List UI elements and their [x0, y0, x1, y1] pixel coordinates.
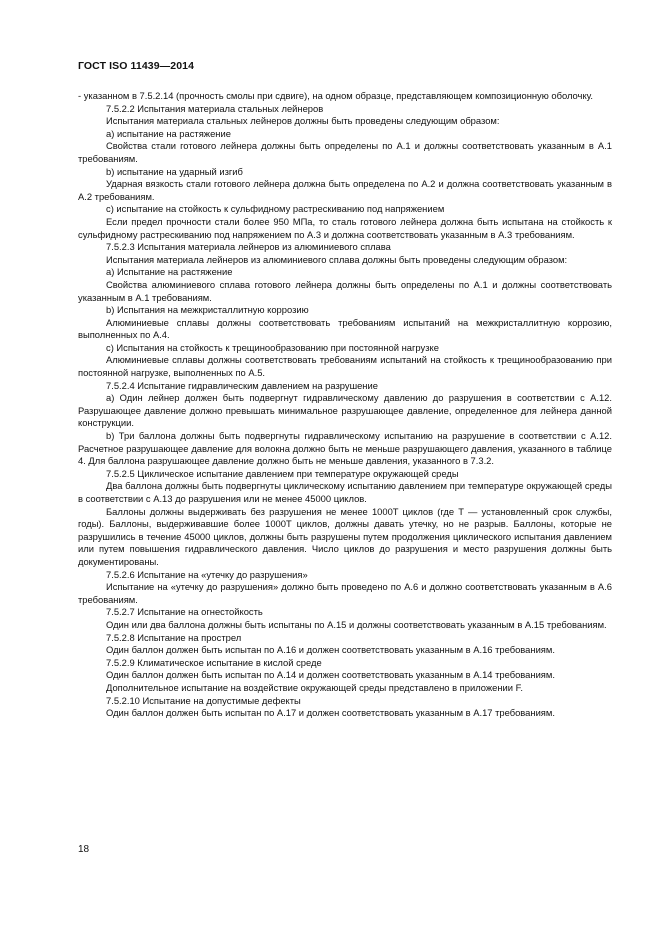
- section-heading: 7.5.2.10 Испытание на допустимые дефекты: [106, 694, 301, 706]
- paragraph: Алюминиевые сплавы должны соответствовать требованиям испытаний на межкристаллитную коррозию, выполненных по А.4.: [78, 316, 612, 341]
- page-number: 18: [78, 844, 90, 855]
- paragraph: a) Один лейнер должен быть подвергнут гидравлическому давлению до разрушения в соответствии с А.12. Разрушающее давление должно превышать минимальное разрушающее давление, определенное для лейнера данной конструкции.: [78, 392, 612, 429]
- paragraph: Испытания материала стальных лейнеров должны быть проведены следующим образом:: [106, 115, 500, 127]
- list-item-heading: c) испытание на стойкость к сульфидному растрескиванию под напряжением: [106, 203, 445, 215]
- paragraph: Испытание на «утечку до разрушения» должно быть проведено по А.6 и должно соответствовать указанным в А.6 требованиям.: [78, 581, 612, 605]
- paragraph: b) Три баллона должны быть подвергнуты гидравлическому испытанию на разрушение в соответствии с А.12. Расчетное разрушающее давление для волокна должно быть не меньше разрушающего давления, указанного в таблице 4. Для баллона разрушающее давление должно быть не меньше давления, указанного в 7.3.2.: [78, 430, 612, 467]
- section-heading: 7.5.2.4 Испытание гидравлическим давлением на разрушение: [106, 379, 378, 391]
- paragraph: Два баллона должны быть подвергнуты циклическому испытанию давлением при температуре окружающей среды в соответствии с А.13 до разрушения или не менее 45000 циклов.: [78, 480, 612, 504]
- paragraph: Один баллон должен быть испытан по А.16 и должен соответствовать указанным в А.16 требованиям.: [106, 644, 555, 656]
- section-heading: 7.5.2.5 Циклическое испытание давлением при температуре окружающей среды: [106, 467, 459, 479]
- list-item-heading: b) Испытания на межкристаллитную коррозию: [106, 304, 309, 316]
- paragraph: Ударная вязкость стали готового лейнера должна быть определена по А.2 и должна соответствовать указанным в А.2 требованиям.: [78, 178, 612, 202]
- paragraph: Дополнительное испытание на воздействие окружающей среды представлено в приложении F.: [106, 681, 523, 693]
- paragraph: Испытания материала лейнеров из алюминиевого сплава должны быть проведены следующим образом:: [106, 253, 568, 265]
- paragraph: Свойства алюминиевого сплава готового лейнера должны быть определены по А.1 и должны соответствовать указанным в А.1 требованиям.: [78, 278, 612, 303]
- paragraph: Баллоны должны выдерживать без разрушения не менее 1000T циклов (где T — установленный срок службы, годы). Баллоны, выдерживавшие более 1000T циклов, должны давать утечку, но не разрыв. Баллоны, которые не разрушились в течение 45000 циклов, должны быть разрушены путем продолжения циклического испытания давлением или путем повышения гидравлического давления. Число циклов до разрушения и место разрушения должны быть документированы.: [78, 505, 612, 567]
- section-heading: 7.5.2.3 Испытания материала лейнеров из алюминиевого сплава: [106, 241, 391, 253]
- list-item-heading: c) Испытания на стойкость к трещинообразованию при постоянной нагрузке: [106, 341, 439, 353]
- document-body: [78, 90, 612, 720]
- section-heading: 7.5.2.7 Испытание на огнестойкость: [106, 606, 263, 618]
- section-heading: 7.5.2.2 Испытания материала стальных лейнеров: [106, 102, 324, 114]
- paragraph: Если предел прочности стали более 950 МПа, то сталь готового лейнера должна быть испытана на стойкость к сульфидному растрескиванию под напряжением по А.3 и должна соответствовать указанным в А.3 требованиям.: [78, 215, 612, 240]
- paragraph: - указанном в 7.5.2.14 (прочность смолы при сдвиге), на одном образце, представляющем композиционную оболочку.: [78, 90, 594, 101]
- paragraph: Один баллон должен быть испытан по А.17 и должен соответствовать указанным в А.17 требованиям.: [106, 707, 555, 719]
- paragraph: Алюминиевые сплавы должны соответствовать требованиям испытаний на стойкость к трещинообразованию при постоянной нагрузке, выполненных по А.5.: [78, 354, 612, 379]
- section-heading: 7.5.2.6 Испытание на «утечку до разрушения»: [106, 568, 308, 580]
- section-heading: 7.5.2.8 Испытание на прострел: [106, 631, 242, 643]
- list-item-heading: a) Испытание на растяжение: [106, 266, 233, 278]
- document-header: ГОСТ ISO 11439—2014: [78, 60, 195, 72]
- paragraph: Один или два баллона должны быть испытаны по А.15 и должны соответствовать указанным в А.15 требованиям.: [106, 618, 607, 630]
- list-item-heading: b) испытание на ударный изгиб: [106, 165, 243, 177]
- list-item-heading: a) испытание на растяжение: [106, 127, 231, 139]
- paragraph: Свойства стали готового лейнера должны быть определены по А.1 и должны соответствовать указанным в А.1 требованиям.: [78, 140, 612, 164]
- paragraph: Один баллон должен быть испытан по А.14 и должен соответствовать указанным в А.14 требованиям.: [106, 669, 555, 681]
- section-heading: 7.5.2.9 Климатическое испытание в кислой среде: [106, 656, 322, 668]
